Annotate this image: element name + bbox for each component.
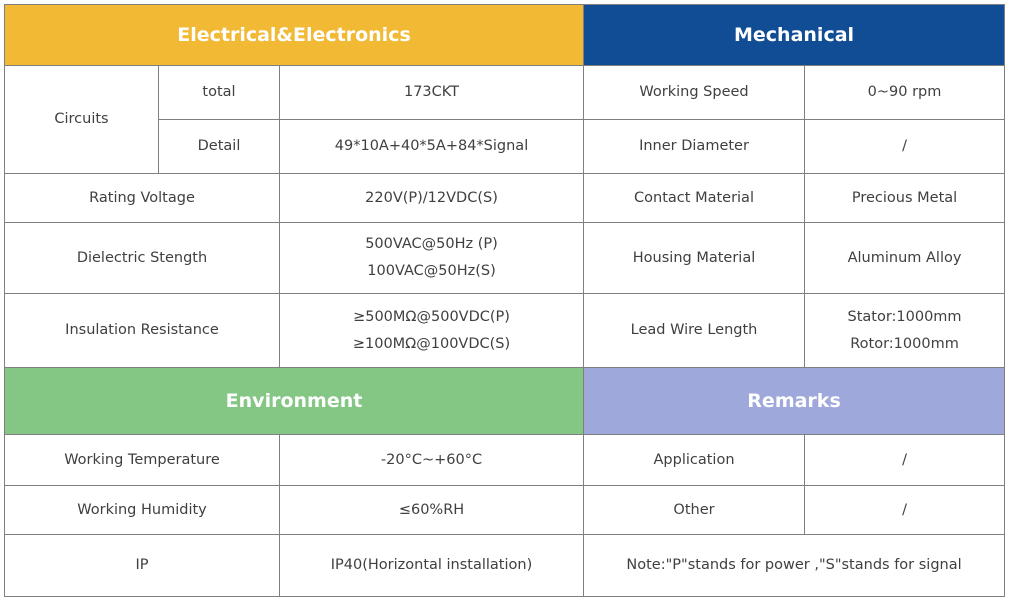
circuits-label: Circuits (5, 66, 159, 174)
header-environment: Environment (5, 368, 584, 435)
spec-table-wrapper (4, 4, 1005, 597)
dielectric-value-power: 500VAC@50Hz (P) (365, 236, 498, 252)
lead-wire-stator: Stator:1000mm (847, 308, 962, 325)
working-temperature-value: -20°C~+60°C (280, 435, 584, 486)
insulation-label: Insulation Resistance (5, 294, 280, 368)
contact-material-value: Precious Metal (805, 174, 1005, 223)
total-label: total (159, 66, 280, 120)
housing-material-label: Housing Material (584, 223, 805, 294)
inner-diameter-label: Inner Diameter (584, 120, 805, 174)
working-speed-label: Working Speed (584, 66, 805, 120)
housing-material-value: Aluminum Alloy (805, 223, 1005, 294)
rating-voltage-value: 220V(P)/12VDC(S) (280, 174, 584, 223)
dielectric-value-signal: 100VAC@50Hz(S) (367, 263, 496, 279)
detail-label: Detail (159, 120, 280, 174)
insulation-value-signal: ≥100MΩ@100VDC(S) (352, 335, 511, 352)
lead-wire-value (805, 294, 1005, 368)
insulation-value (280, 294, 584, 368)
working-humidity-value: ≤60%RH (280, 486, 584, 535)
ip-label: IP (5, 535, 280, 597)
header-mechanical: Mechanical (584, 5, 1005, 66)
lead-wire-rotor: Rotor:1000mm (850, 335, 959, 352)
lead-wire-label: Lead Wire Length (584, 294, 805, 368)
contact-material-label: Contact Material (584, 174, 805, 223)
working-humidity-label: Working Humidity (5, 486, 280, 535)
dielectric-value (280, 223, 584, 294)
working-speed-value: 0~90 rpm (805, 66, 1005, 120)
header-electrical: Electrical&Electronics (5, 5, 584, 66)
other-label: Other (584, 486, 805, 535)
remarks-note: Note:"P"stands for power ,"S"stands for signal (584, 535, 1005, 597)
detail-value: 49*10A+40*5A+84*Signal (280, 120, 584, 174)
ip-value: IP40(Horizontal installation) (280, 535, 584, 597)
application-value: / (805, 435, 1005, 486)
header-remarks: Remarks (584, 368, 1005, 435)
working-temperature-label: Working Temperature (5, 435, 280, 486)
inner-diameter-value: / (805, 120, 1005, 174)
dielectric-label: Dielectric Stength (5, 223, 280, 294)
insulation-value-power: ≥500MΩ@500VDC(P) (353, 308, 510, 325)
rating-voltage-label: Rating Voltage (5, 174, 280, 223)
spec-table (4, 4, 1005, 597)
total-value: 173CKT (280, 66, 584, 120)
other-value: / (805, 486, 1005, 535)
application-label: Application (584, 435, 805, 486)
